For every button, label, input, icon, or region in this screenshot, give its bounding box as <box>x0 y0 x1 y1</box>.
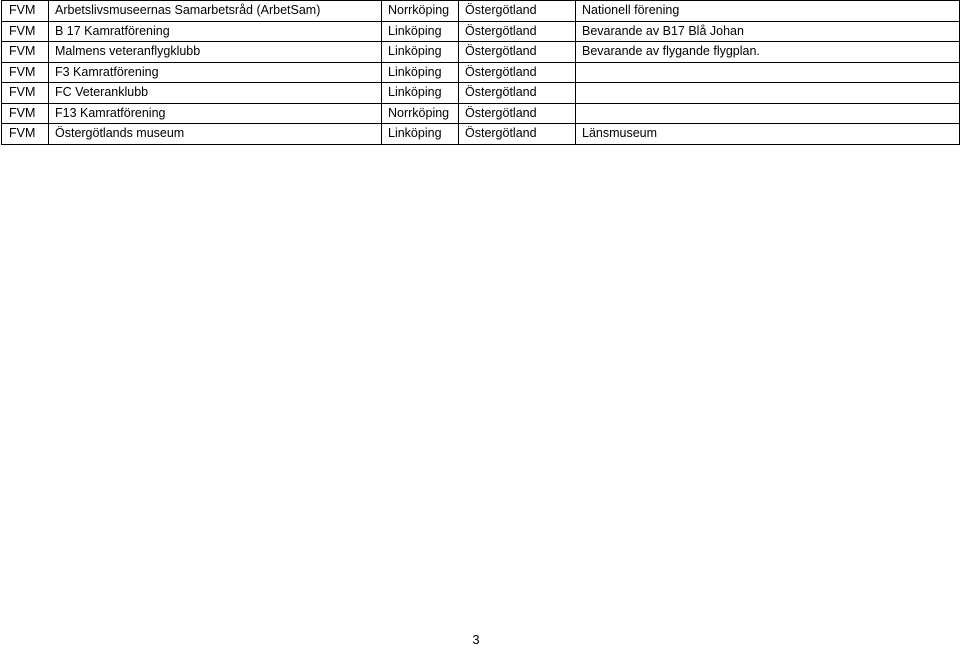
table-row <box>2 62 960 83</box>
type-cell: FVM <box>2 103 49 124</box>
city-cell: Linköping <box>382 21 459 42</box>
table-row <box>2 21 960 42</box>
city-cell: Linköping <box>382 42 459 63</box>
note-cell: Bevarande av flygande flygplan. <box>576 42 960 63</box>
name-cell: Arbetslivsmuseernas Samarbetsråd (ArbetSam) <box>49 1 382 22</box>
name-cell: B 17 Kamratförening <box>49 21 382 42</box>
museum-table <box>1 0 960 145</box>
name-cell: F13 Kamratförening <box>49 103 382 124</box>
page-number: 3 <box>472 632 480 647</box>
region-cell: Östergötland <box>459 83 576 104</box>
city-cell: Norrköping <box>382 1 459 22</box>
region-cell: Östergötland <box>459 1 576 22</box>
note-cell: Nationell förening <box>576 1 960 22</box>
name-cell: Malmens veteranflygklubb <box>49 42 382 63</box>
note-cell: Bevarande av B17 Blå Johan <box>576 21 960 42</box>
region-cell: Östergötland <box>459 62 576 83</box>
region-cell: Östergötland <box>459 124 576 145</box>
table-row <box>2 83 960 104</box>
name-cell: Östergötlands museum <box>49 124 382 145</box>
name-cell: F3 Kamratförening <box>49 62 382 83</box>
type-cell: FVM <box>2 1 49 22</box>
city-cell: Linköping <box>382 124 459 145</box>
table-row <box>2 103 960 124</box>
note-cell: Länsmuseum <box>576 124 960 145</box>
region-cell: Östergötland <box>459 21 576 42</box>
table-row <box>2 1 960 22</box>
table-row <box>2 42 960 63</box>
type-cell: FVM <box>2 21 49 42</box>
type-cell: FVM <box>2 83 49 104</box>
type-cell: FVM <box>2 62 49 83</box>
name-cell: FC Veteranklubb <box>49 83 382 104</box>
region-cell: Östergötland <box>459 103 576 124</box>
note-cell <box>576 83 960 104</box>
city-cell: Linköping <box>382 62 459 83</box>
note-cell <box>576 103 960 124</box>
note-cell <box>576 62 960 83</box>
region-cell: Östergötland <box>459 42 576 63</box>
city-cell: Linköping <box>382 83 459 104</box>
type-cell: FVM <box>2 42 49 63</box>
type-cell: FVM <box>2 124 49 145</box>
table-row <box>2 124 960 145</box>
city-cell: Norrköping <box>382 103 459 124</box>
